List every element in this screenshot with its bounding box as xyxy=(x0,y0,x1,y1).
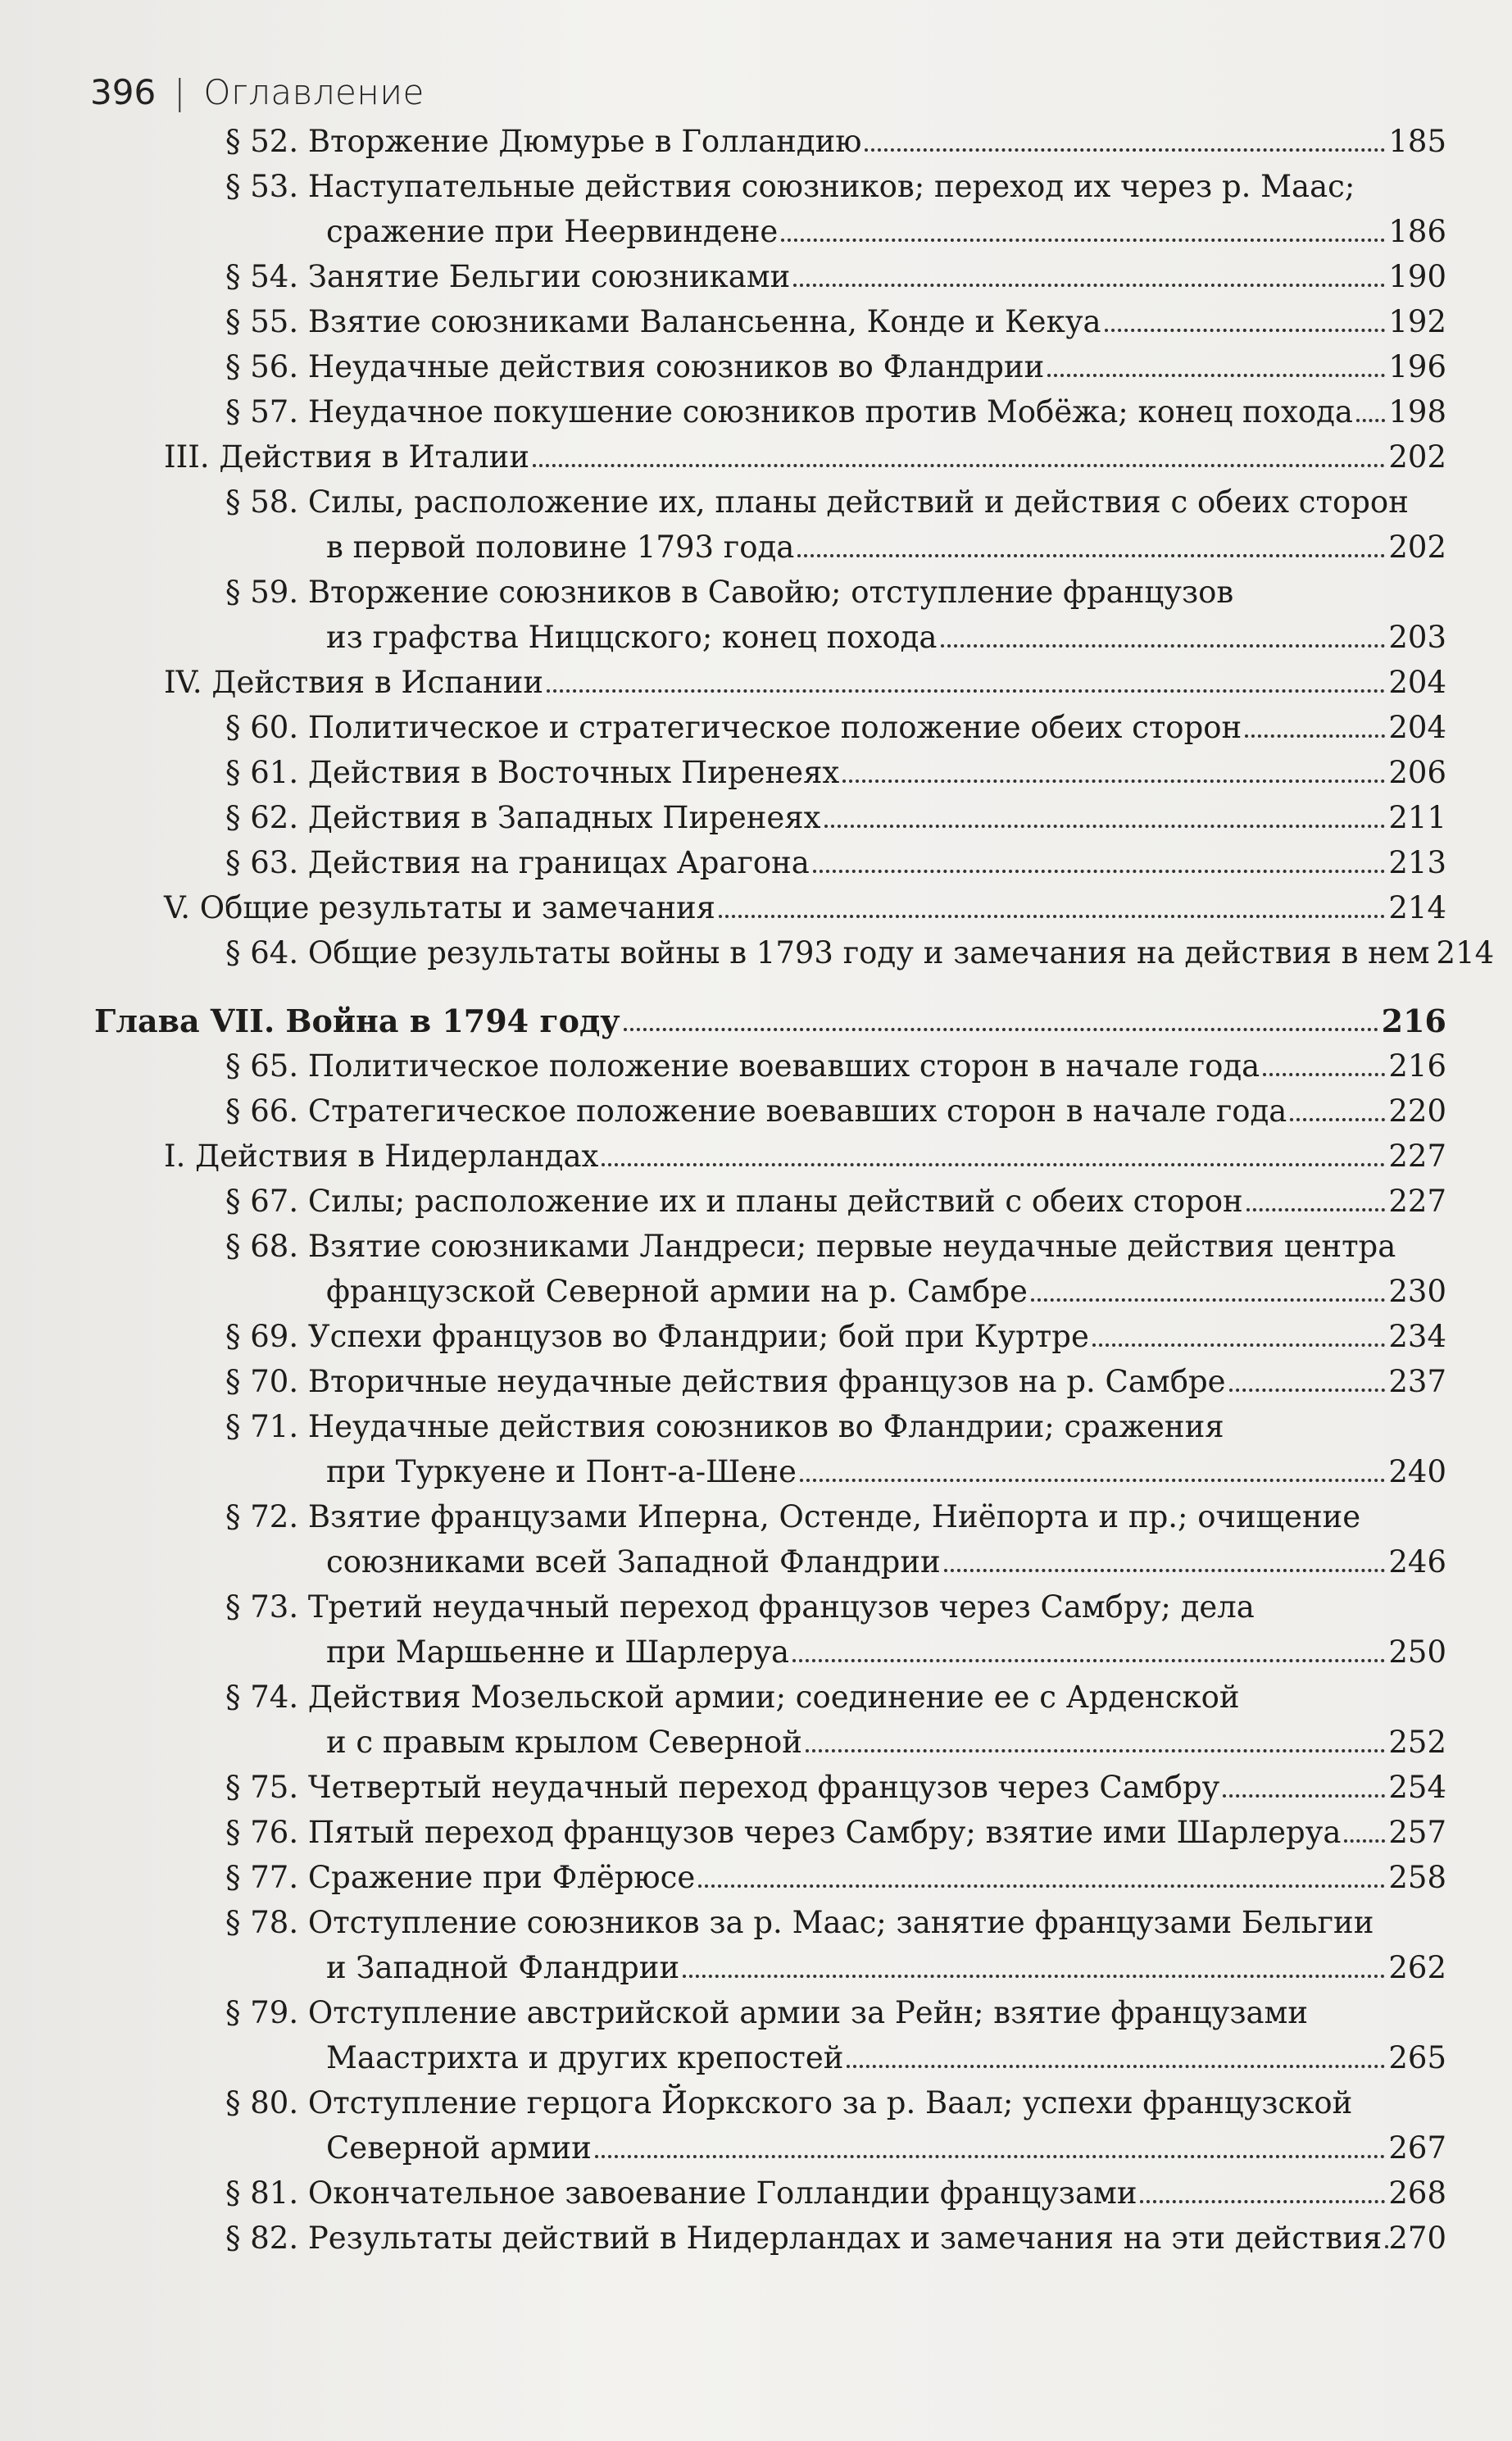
toc-entry xyxy=(225,1407,1224,1447)
toc-entry-title: при Туркуене и Понт-а-Шене xyxy=(326,1454,797,1489)
dot-leader xyxy=(1356,419,1385,422)
dot-leader xyxy=(1140,2200,1385,2203)
page-number: 396 xyxy=(90,72,157,112)
toc-entry-title: союзниками всей Западной Фландрии xyxy=(326,1544,941,1580)
toc-entry-title: § 56. Неудачные действия союзников во Фландрии xyxy=(225,349,1045,384)
toc-entry xyxy=(326,1272,1446,1311)
toc-entry-title: III. Действия в Италии xyxy=(164,439,530,475)
toc-entry-title: § 59. Вторжение союзников в Савойю; отступление французов xyxy=(225,575,1234,610)
toc-entry xyxy=(225,708,1446,748)
toc-entry-page: 237 xyxy=(1388,1364,1446,1399)
toc-entry-page: 265 xyxy=(1388,2040,1446,2075)
toc-entry xyxy=(225,1317,1446,1357)
toc-entry-title: § 70. Вторичные неудачные действия французов на р. Самбре xyxy=(225,1364,1226,1399)
toc-chapter xyxy=(94,1002,1446,1041)
toc-entry-title: сражение при Неервиндене xyxy=(326,214,779,249)
toc-entry xyxy=(326,212,1446,252)
toc-entry-title: § 82. Результаты действий в Нидерландах и замечания на эти действия xyxy=(225,2221,1383,2256)
toc-entry xyxy=(164,889,1446,928)
toc-entry-page: 198 xyxy=(1388,394,1446,430)
dot-leader xyxy=(781,239,1385,242)
toc-entry-title: в первой половине 1793 года xyxy=(326,530,795,565)
toc-entry xyxy=(225,1813,1446,1852)
toc-entry-title: § 61. Действия в Восточных Пиренеях xyxy=(225,755,840,790)
dot-leader xyxy=(792,1659,1385,1662)
toc-entry-page: 214 xyxy=(1436,935,1495,970)
toc-entry-page: 185 xyxy=(1388,124,1446,159)
toc-entry-title: § 66. Стратегическое положение воевавших сторон в начале года xyxy=(225,1093,1287,1129)
dot-leader xyxy=(1047,374,1385,377)
toc-entry xyxy=(225,2219,1446,2258)
dot-leader xyxy=(1344,1839,1385,1843)
toc-entry xyxy=(326,1633,1446,1672)
toc-entry-title: § 54. Занятие Бельгии союзниками xyxy=(225,259,791,294)
header-separator: | xyxy=(174,72,186,112)
toc-entry xyxy=(225,1182,1446,1221)
toc-entry xyxy=(225,573,1233,612)
toc-entry xyxy=(326,528,1446,567)
toc-entry-title: § 73. Третий неудачный переход французов через Самбру; дела xyxy=(225,1589,1255,1625)
toc-entry xyxy=(225,393,1446,432)
toc-entry-title: § 74. Действия Мозельской армии; соединение ее с Арденской xyxy=(225,1680,1240,1715)
toc-entry-page: 227 xyxy=(1388,1184,1446,1219)
toc-entry-page: 254 xyxy=(1388,1770,1446,1805)
toc-entry-page: 257 xyxy=(1388,1815,1446,1850)
toc-entry-page: 220 xyxy=(1388,1093,1446,1129)
toc-entry-title: при Маршьенне и Шарлеруа xyxy=(326,1634,790,1670)
toc-entry xyxy=(225,1903,1374,1943)
toc-entry-page: 250 xyxy=(1388,1634,1446,1670)
dot-leader xyxy=(624,1028,1378,1031)
dot-leader xyxy=(533,464,1385,467)
toc-entry-title: § 72. Взятие французами Иперна, Остенде, Ниёпорта и пр.; очищение xyxy=(225,1499,1361,1534)
toc-entry-page: 206 xyxy=(1388,755,1446,790)
toc-entry xyxy=(225,122,1446,161)
toc-entry-title: § 69. Успехи французов во Фландрии; бой при Куртре xyxy=(225,1319,1089,1354)
toc-entry-title: французской Северной армии на р. Самбре xyxy=(326,1274,1028,1309)
dot-leader xyxy=(824,825,1386,828)
toc-entry xyxy=(225,348,1446,387)
dot-leader xyxy=(797,554,1385,557)
dot-leader xyxy=(719,915,1385,918)
toc-entry-page: 204 xyxy=(1388,665,1446,700)
toc-entry xyxy=(225,2084,1352,2123)
dot-leader xyxy=(944,1569,1386,1572)
toc-entry xyxy=(225,1092,1446,1131)
toc-entry-page: 202 xyxy=(1388,530,1446,565)
toc-entry-page: 258 xyxy=(1388,1860,1446,1895)
toc-entry-page: 204 xyxy=(1388,710,1446,745)
dot-leader xyxy=(1229,1389,1386,1392)
toc-entry xyxy=(164,663,1446,702)
toc-entry-page: 192 xyxy=(1388,304,1446,339)
toc-entry xyxy=(326,1723,1446,1762)
dot-leader xyxy=(1092,1343,1386,1347)
toc-entry-page: 186 xyxy=(1388,214,1446,249)
toc-entry xyxy=(225,798,1446,838)
dot-leader xyxy=(1290,1118,1385,1121)
toc-entry xyxy=(326,1543,1446,1582)
toc-entry xyxy=(225,1227,1396,1266)
toc-entry-page: 240 xyxy=(1388,1454,1446,1489)
toc-entry xyxy=(225,302,1446,342)
toc-entry-title: § 80. Отступление герцога Йоркского за р. Ваал; успехи французской xyxy=(225,2085,1353,2121)
toc-entry-title: § 58. Силы, расположение их, планы действий и действия с обеих сторон xyxy=(225,484,1409,520)
dot-leader xyxy=(1263,1073,1385,1076)
toc-entry xyxy=(164,438,1446,477)
toc-entry-page: 216 xyxy=(1388,1048,1446,1084)
toc-entry xyxy=(225,1993,1308,2033)
toc-entry-page: 252 xyxy=(1388,1725,1446,1760)
toc-entry-title: § 65. Политическое положение воевавших сторон в начале года xyxy=(225,1048,1260,1084)
toc-entry-page: 267 xyxy=(1388,2130,1446,2166)
toc-entry-title: и Западной Фландрии xyxy=(326,1950,680,1985)
toc-entry-title: I. Действия в Нидерландах xyxy=(164,1139,599,1174)
toc-entry-page: 268 xyxy=(1388,2175,1446,2211)
toc-entry xyxy=(225,1588,1255,1627)
toc-entry-page: 196 xyxy=(1388,349,1446,384)
toc-entry-page: 262 xyxy=(1388,1950,1446,1985)
dot-leader xyxy=(806,1749,1385,1752)
dot-leader xyxy=(847,2065,1385,2068)
toc-entry-page: 234 xyxy=(1388,1319,1446,1354)
dot-leader xyxy=(800,1479,1386,1482)
toc-entry xyxy=(225,1768,1446,1807)
toc-entry-title: V. Общие результаты и замечания xyxy=(164,890,716,925)
toc-entry-title: § 68. Взятие союзниками Ландреси; первые неудачные действия центра xyxy=(225,1229,1396,1264)
dot-leader xyxy=(1031,1298,1385,1302)
toc-entry-page: 213 xyxy=(1388,845,1446,880)
toc-entry-title: Маастрихта и других крепостей xyxy=(326,2040,844,2075)
dot-leader xyxy=(941,644,1386,648)
dot-leader xyxy=(683,1975,1385,1978)
dot-leader xyxy=(698,1884,1385,1888)
toc-entry-title: § 52. Вторжение Дюмурье в Голландию xyxy=(225,124,862,159)
toc-entry-title: и с правым крылом Северной xyxy=(326,1725,802,1760)
toc-entry xyxy=(326,1948,1446,1988)
toc-entry xyxy=(326,2129,1446,2168)
toc-entry xyxy=(225,1678,1240,1717)
toc-entry-title: IV. Действия в Испании xyxy=(164,665,544,700)
toc-entry-page: 211 xyxy=(1388,800,1446,835)
toc-entry-page: 214 xyxy=(1388,890,1446,925)
dot-leader xyxy=(793,284,1385,287)
dot-leader xyxy=(1223,1794,1385,1798)
toc-entry xyxy=(225,1047,1446,1086)
toc-entry-page: 190 xyxy=(1388,259,1446,294)
toc-entry xyxy=(225,1858,1446,1898)
toc-entry-title: § 79. Отступление австрийской армии за Рейн; взятие французами xyxy=(225,1995,1308,2030)
dot-leader xyxy=(602,1163,1385,1166)
toc-entry xyxy=(326,2039,1446,2078)
toc-entry xyxy=(225,1362,1446,1402)
dot-leader xyxy=(842,780,1385,783)
dot-leader xyxy=(1105,329,1386,332)
toc-entry-title: Северной армии xyxy=(326,2130,592,2166)
toc-entry-title: § 75. Четвертый неудачный переход французов через Самбру xyxy=(225,1770,1220,1805)
toc-entry-title: § 81. Окончательное завоевание Голландии французами xyxy=(225,2175,1137,2211)
toc-entry-page: 203 xyxy=(1388,620,1446,655)
dot-leader xyxy=(813,870,1386,873)
running-header xyxy=(90,72,425,112)
toc-entry-page: 270 xyxy=(1388,2221,1446,2256)
toc-entry-title: § 62. Действия в Западных Пиренеях xyxy=(225,800,821,835)
toc-entry-title: из графства Ниццского; конец похода xyxy=(326,620,938,655)
toc-entry-page: 227 xyxy=(1388,1139,1446,1174)
toc-entry-title: § 60. Политическое и стратегическое положение обеих сторон xyxy=(225,710,1242,745)
header-title: Оглавление xyxy=(203,72,425,112)
toc-entry xyxy=(225,257,1446,297)
toc-entry-title: § 64. Общие результаты войны в 1793 году и замечания на действия в нем xyxy=(225,935,1430,970)
toc-entry xyxy=(326,618,1446,657)
toc-entry xyxy=(225,753,1446,793)
toc-entry-title: § 55. Взятие союзниками Валансьенна, Конде и Кекуа xyxy=(225,304,1101,339)
toc-entry-title: § 76. Пятый переход французов через Самбру; взятие ими Шарлеруа xyxy=(225,1815,1342,1850)
toc-entry-title: § 63. Действия на границах Арагона xyxy=(225,845,810,880)
toc-entry-title: § 78. Отступление союзников за р. Маас; занятие французами Бельгии xyxy=(225,1905,1374,1940)
dot-leader xyxy=(595,2155,1386,2158)
toc-entry-page: 216 xyxy=(1381,1002,1446,1039)
dot-leader xyxy=(1245,734,1385,738)
toc-entry xyxy=(225,2174,1446,2213)
toc-entry-title: § 57. Неудачное покушение союзников против Мобёжа; конец похода xyxy=(225,394,1353,430)
toc-entry xyxy=(225,483,1409,522)
toc-entry-title: § 53. Наступательные действия союзников; переход их через р. Маас; xyxy=(225,169,1355,204)
dot-leader xyxy=(547,689,1385,693)
toc-entry xyxy=(225,934,1495,973)
toc-entry-title: Глава VII. Война в 1794 году xyxy=(94,1002,620,1039)
toc-entry-page: 230 xyxy=(1388,1274,1446,1309)
toc-entry-title: § 77. Сражение при Флёрюсе xyxy=(225,1860,696,1895)
dot-leader xyxy=(1246,1208,1386,1211)
toc-entry-page: 246 xyxy=(1388,1544,1446,1580)
toc-entry-page: 202 xyxy=(1388,439,1446,475)
dot-leader xyxy=(865,148,1385,152)
toc-entry xyxy=(326,1452,1446,1492)
toc-entry xyxy=(225,843,1446,883)
toc-entry xyxy=(225,167,1355,207)
toc-entry xyxy=(164,1137,1446,1176)
toc-entry xyxy=(225,1498,1360,1537)
toc-entry-title: § 67. Силы; расположение их и планы действий с обеих сторон xyxy=(225,1184,1243,1219)
toc-entry-title: § 71. Неудачные действия союзников во Фландрии; сражения xyxy=(225,1409,1224,1444)
